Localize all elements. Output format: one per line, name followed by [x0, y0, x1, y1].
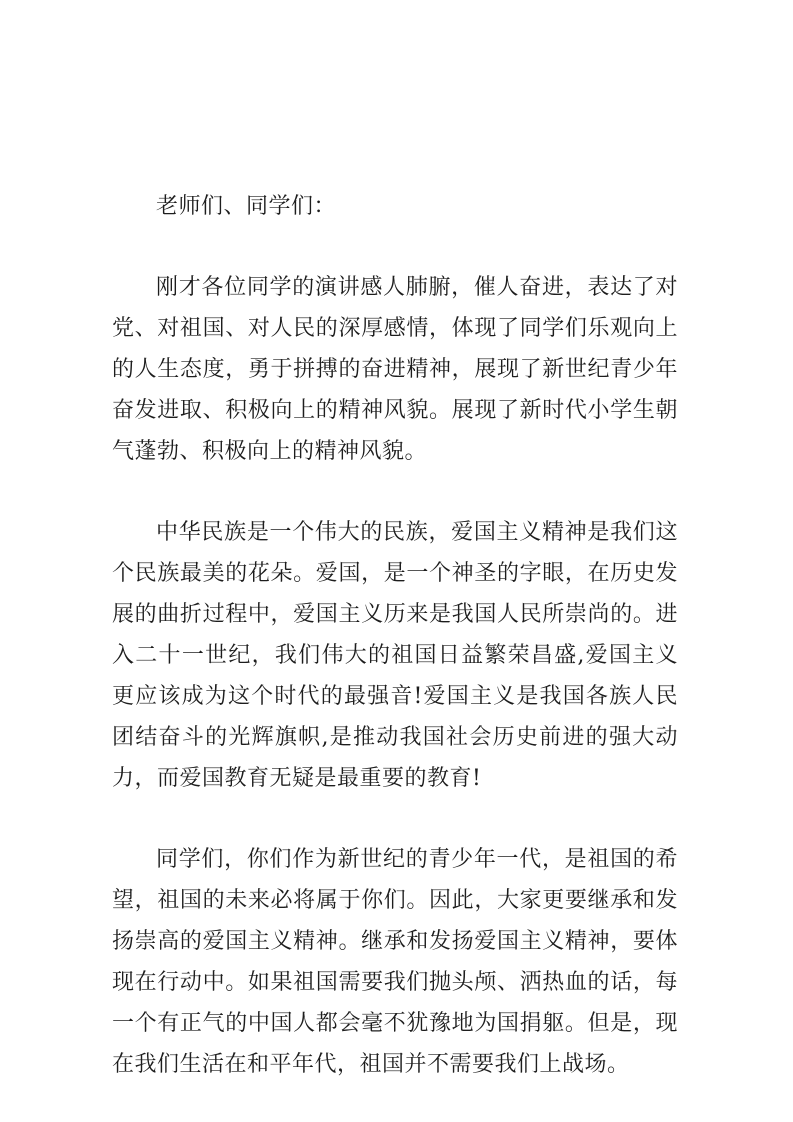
paragraph-call-to-youth: 同学们，你们作为新世纪的青少年一代，是祖国的希望，祖国的未来必将属于你们。因此，大家更要继承和发扬崇高的爱国主义精神。继承和发扬爱国主义精神，要体现在行动中。如果祖国需要我们抛头颅、洒热血的话，每一个有正气的中国人都会毫不犹豫地为国捐躯。但是，现在我们生活在和平年代，祖国并不需要我们上战场。 [112, 847, 678, 1077]
paragraph-patriotism-spirit: 中华民族是一个伟大的民族，爱国主义精神是我们这个民族最美的花朵。爱国，是一个神圣的字眼，在历史发展的曲折过程中，爱国主义历来是我国人民所崇尚的。进入二十一世纪，我们伟大的祖国日益繁荣昌盛,爱国主义更应该成为这个时代的最强音!爱国主义是我国各族人民团结奋斗的光辉旗帜,是推动我国社会历史前进的强大动力，而爱国教育无疑是最重要的教育! [112, 520, 678, 791]
paragraph-opening-remarks: 刚才各位同学的演讲感人肺腑，催人奋进，表达了对党、对祖国、对人民的深厚感情，体现了同学们乐观向上的人生态度，勇于拼搏的奋进精神，展现了新世纪青少年奋发进取、积极向上的精神风貌。展现了新时代小学生朝气蓬勃、积极向上的精神风貌。 [112, 275, 678, 464]
salutation-line: 老师们、同学们： [156, 194, 337, 219]
